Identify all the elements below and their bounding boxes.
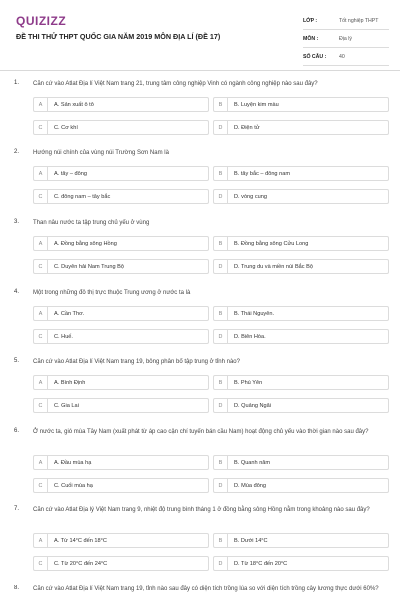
option-text: D. Trung du và miền núi Bắc Bộ [234,263,313,270]
meta-label: MÔN : [303,35,319,42]
option-letter: B [214,167,228,180]
option-letter: B [214,456,228,469]
question-number: 5. [14,358,20,364]
option-text: D. Điện tử [234,124,260,131]
option-c[interactable] [33,329,209,344]
option-letter: A [34,307,48,320]
option-text: C. Từ 20°C đến 24°C [54,560,108,567]
question-text: Than nâu nước ta tập trung chủ yếu ở vùng [33,220,150,226]
option-d[interactable] [213,478,389,493]
meta-row-subject [303,30,389,48]
question-number: 8. [14,585,20,591]
question-7 [14,506,390,576]
option-letter: A [34,98,48,111]
option-letter: A [34,456,48,469]
option-letter: B [214,534,228,547]
option-d[interactable] [213,259,389,274]
option-letter: C [34,479,48,492]
option-c[interactable] [33,478,209,493]
option-text: A. Đầu mùa hạ [54,459,92,466]
option-text: C. Gia Lai [54,402,79,409]
question-number: 7. [14,506,20,512]
option-text: C. Huế. [54,333,73,340]
option-letter: D [214,557,228,570]
option-letter: A [34,167,48,180]
question-text: Căn cứ vào Atlat Địa lí Việt Nam trang 21, trung tâm công nghiệp Vinh có ngành công nghiệp nào sau đây? [33,81,318,87]
option-a[interactable] [33,375,209,390]
option-letter: B [214,98,228,111]
option-b[interactable] [213,533,389,548]
option-d[interactable] [213,120,389,135]
option-letter: C [34,330,48,343]
option-b[interactable] [213,455,389,470]
option-a[interactable] [33,97,209,112]
option-a[interactable] [33,533,209,548]
option-text: B. tây bắc – đông nam [234,170,290,177]
worksheet-header [0,0,400,68]
option-letter: D [214,260,228,273]
option-a[interactable] [33,166,209,181]
option-letter: D [214,190,228,203]
question-text: Căn cứ vào Atlat Địa lý Việt Nam trang 9, nhiệt độ trung bình tháng 1 ở đồng bằng sông Hồng nằm trong khoảng nào sau đây? [33,507,370,513]
option-letter: D [214,399,228,412]
option-text: A. Từ 14°C đến 18°C [54,537,107,544]
question-number: 1. [14,80,20,86]
option-text: A. Cần Thơ. [54,310,85,317]
option-text: D. Quảng Ngãi [234,402,272,409]
option-letter: D [214,479,228,492]
question-3 [14,219,390,279]
question-1 [14,80,390,140]
quizizz-logo: QUIZIZZ [16,14,67,28]
option-text: D. Từ 18°C đến 20°C [234,560,288,567]
option-text: A. Bình Định [54,379,86,386]
option-text: D. Biên Hòa. [234,333,266,340]
option-text: A. Đồng bằng sông Hồng [54,240,117,247]
question-number: 4. [14,289,20,295]
question-8 [14,585,390,600]
meta-label: SỐ CÂU : [303,53,327,60]
option-letter: A [34,534,48,547]
question-text: Ở nước ta, gió mùa Tây Nam (xuất phát từ áp cao cận chí tuyến bán cầu Nam) hoạt động chủ yếu vào thời gian nào sau đây? [33,429,369,435]
question-number: 6. [14,428,20,434]
option-letter: B [214,307,228,320]
meta-label: LỚP : [303,17,318,24]
option-c[interactable] [33,189,209,204]
meta-row-count [303,48,389,66]
option-c[interactable] [33,556,209,571]
option-a[interactable] [33,236,209,251]
option-letter: A [34,376,48,389]
meta-value: Tốt nghiệp THPT [339,17,379,24]
option-c[interactable] [33,259,209,274]
meta-value: Địa lý [339,35,352,42]
option-d[interactable] [213,398,389,413]
meta-row-class [303,12,389,30]
option-letter: B [214,376,228,389]
option-b[interactable] [213,306,389,321]
meta-value: 40 [339,53,345,60]
option-b[interactable] [213,236,389,251]
option-text: B. Phú Yên [234,379,263,386]
option-a[interactable] [33,306,209,321]
question-text: Hướng núi chính của vùng núi Trường Sơn Nam là [33,150,169,156]
option-text: B. Thái Nguyên. [234,310,275,317]
option-text: B. Quanh năm [234,459,271,466]
question-4 [14,289,390,349]
option-text: A. Sản xuất ô tô [54,101,94,108]
question-2 [14,149,390,209]
question-text: Căn cứ vào Atlat Địa lí Việt Nam trang 19, tỉnh nào sau đây có diện tích trồng lúa so với diện tích trồng cây lương thực dưới 60%? [33,586,379,592]
question-5 [14,358,390,418]
meta-table [303,12,389,66]
option-text: C. Cơ khí [54,124,78,131]
option-c[interactable] [33,120,209,135]
option-text: B. Luyện kim màu [234,101,279,108]
option-letter: C [34,121,48,134]
option-text: C. Cuối mùa hạ [54,482,93,489]
option-b[interactable] [213,166,389,181]
option-text: D. vòng cung [234,193,267,200]
question-text: Căn cứ vào Atlat Địa lí Việt Nam trang 19, bông phân bố tập trung ở tỉnh nào? [33,359,240,365]
option-d[interactable] [213,556,389,571]
option-letter: C [34,190,48,203]
option-text: B. Đồng bằng sông Cửu Long [234,240,309,247]
question-text: Một trong những đô thị trực thuộc Trung ương ở nước ta là [33,290,191,296]
option-letter: B [214,237,228,250]
option-d[interactable] [213,189,389,204]
question-number: 3. [14,219,20,225]
option-text: A. tây – đông [54,170,87,177]
option-letter: D [214,121,228,134]
exam-title: ĐỀ THI THỬ THPT QUỐC GIA NĂM 2019 MÔN ĐỊA LÍ (ĐỀ 17) [16,32,221,41]
option-letter: A [34,237,48,250]
question-6 [14,428,390,498]
question-number: 2. [14,149,20,155]
option-letter: C [34,260,48,273]
option-text: C. đông nam – tây bắc [54,193,111,200]
option-letter: D [214,330,228,343]
option-text: C. Duyên hải Nam Trung Bộ [54,263,124,270]
option-a[interactable] [33,455,209,470]
option-b[interactable] [213,97,389,112]
option-d[interactable] [213,329,389,344]
option-letter: C [34,399,48,412]
option-c[interactable] [33,398,209,413]
option-text: B. Dưới 14°C [234,537,268,544]
option-letter: C [34,557,48,570]
option-b[interactable] [213,375,389,390]
header-divider [0,70,400,71]
option-text: D. Mùa đông [234,482,267,489]
